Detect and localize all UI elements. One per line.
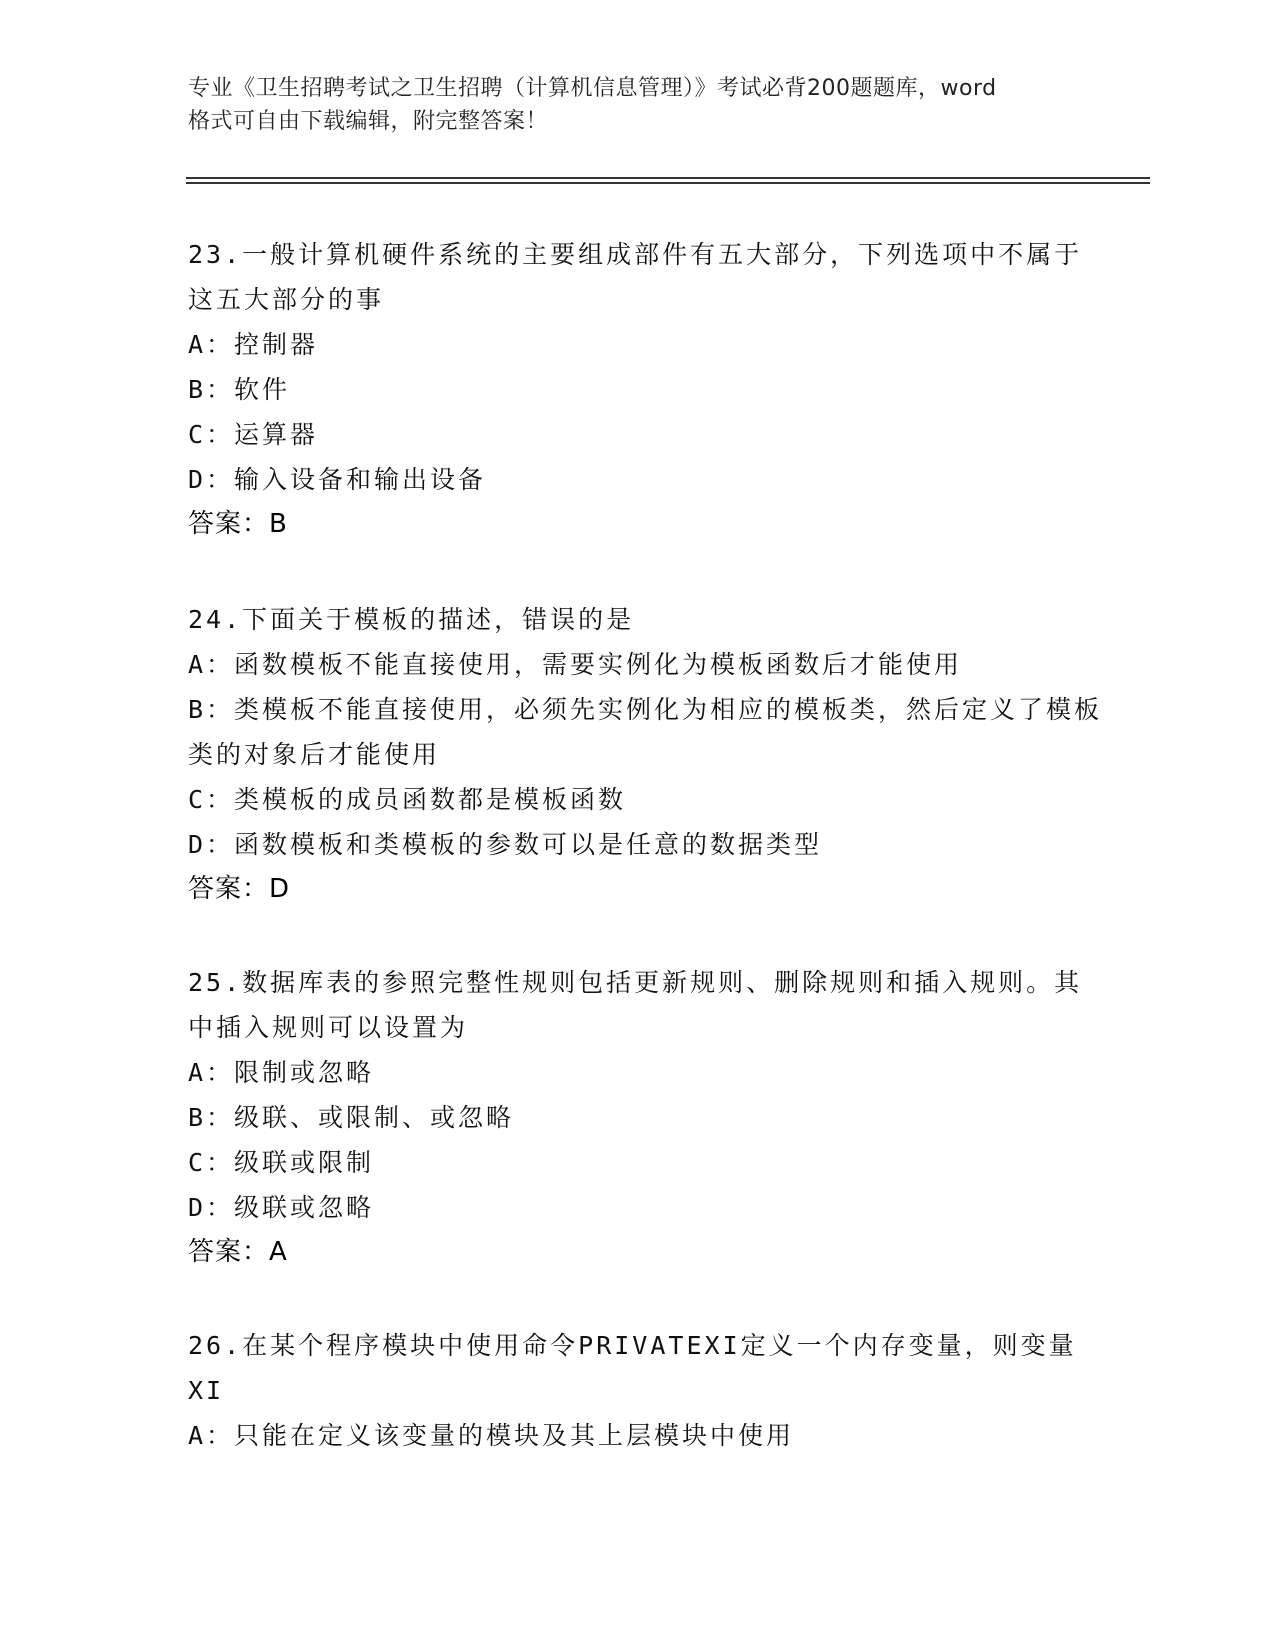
option-c: C：类模板的成员函数都是模板函数 [188, 785, 627, 814]
option-d: D：函数模板和类模板的参数可以是任意的数据类型 [188, 830, 823, 859]
option-c: C：级联或限制 [188, 1148, 375, 1177]
header-divider-bottom [186, 182, 1150, 184]
option-b: B：类模板不能直接使用，必须先实例化为相应的模板类，然后定义了模板类的对象后才能使用 [188, 695, 1103, 769]
document-header [188, 72, 1088, 138]
option-a: A：函数模板不能直接使用，需要实例化为模板函数后才能使用 [188, 650, 963, 679]
question-stem: 25.数据库表的参照完整性规则包括更新规则、删除规则和插入规则。其中插入规则可以设置为 [188, 968, 1083, 1042]
question-stem: 24.下面关于模板的描述，错误的是 [188, 605, 635, 634]
answer: 答案：D [188, 874, 291, 904]
option-a: A：控制器 [188, 330, 319, 359]
question-stem: 26.在某个程序模块中使用命令PRIVATEXI定义一个内存变量，则变量XI [188, 1331, 1077, 1405]
header-divider-top [186, 177, 1150, 179]
option-b: B：级联、或限制、或忽略 [188, 1103, 515, 1132]
question-24 [188, 597, 1108, 912]
question-23 [188, 232, 1108, 547]
option-a: A：限制或忽略 [188, 1058, 375, 1087]
option-b: B：软件 [188, 375, 291, 404]
header-line-1: 专业《卫生招聘考试之卫生招聘（计算机信息管理）》考试必背200题题库，word [188, 76, 997, 101]
question-25 [188, 960, 1108, 1275]
option-c: C：运算器 [188, 420, 319, 449]
question-26 [188, 1323, 1108, 1458]
option-d: D：级联或忽略 [188, 1193, 375, 1222]
header-line-2: 格式可自由下载编辑，附完整答案！ [188, 109, 549, 134]
option-d: D：输入设备和输出设备 [188, 465, 487, 494]
answer: 答案：A [188, 1237, 288, 1267]
option-a: A：只能在定义该变量的模块及其上层模块中使用 [188, 1421, 795, 1450]
answer: 答案：B [188, 509, 288, 539]
question-stem: 23.一般计算机硬件系统的主要组成部件有五大部分，下列选项中不属于这五大部分的事 [188, 240, 1083, 314]
